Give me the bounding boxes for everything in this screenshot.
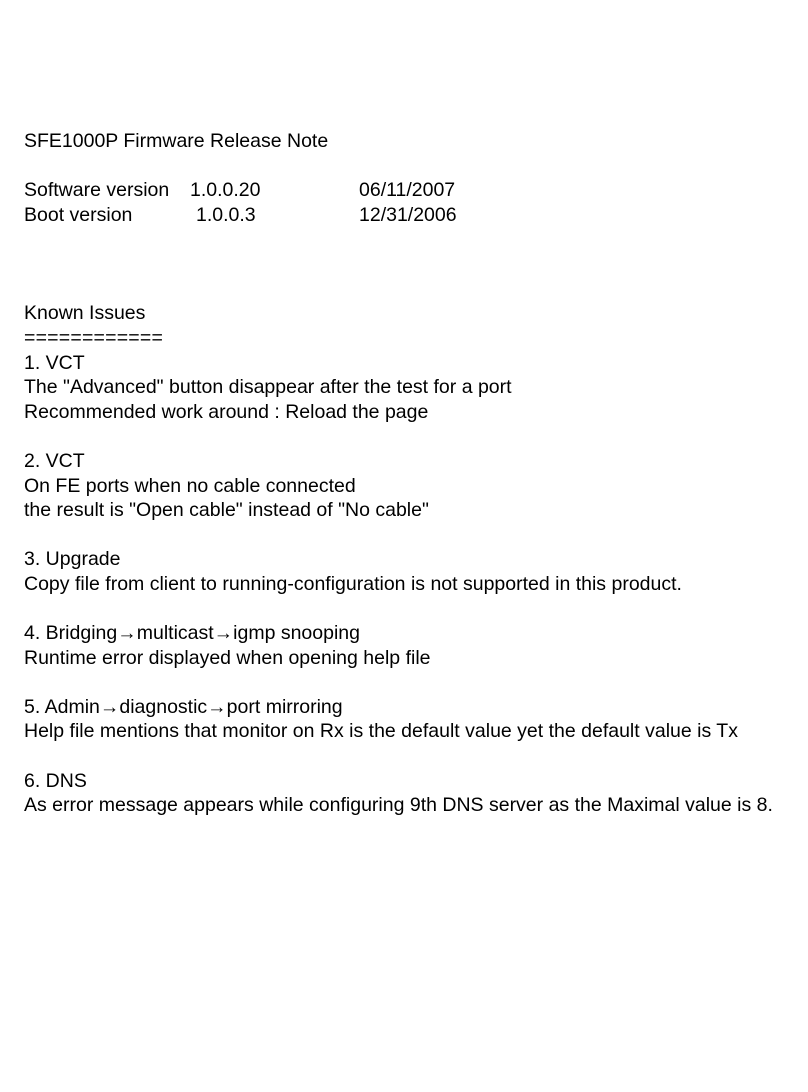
boot-version-date: 12/31/2006 (359, 203, 457, 226)
boot-version-label: Boot version (24, 203, 133, 226)
issue-title: 2. VCT (24, 449, 85, 472)
issue-title: 6. DNS (24, 769, 87, 792)
issue-1 (24, 351, 796, 425)
spacer (24, 744, 796, 769)
issue-line: Recommended work around : Reload the page (24, 400, 429, 423)
issue-line: Runtime error displayed when opening help file (24, 646, 431, 669)
spacer (24, 597, 796, 622)
issue-2 (24, 449, 796, 523)
document-title: SFE1000P Firmware Release Note (24, 130, 329, 152)
release-note-body (24, 129, 796, 818)
issue-title: 3. Upgrade (24, 548, 121, 571)
issue-line: The "Advanced" button disappear after the test for a port (24, 376, 512, 399)
spacer (24, 154, 796, 179)
spacer (24, 227, 796, 301)
issue-line: Copy file from client to running-configuration is not supported in this product. (24, 572, 682, 595)
spacer (24, 424, 796, 449)
spacer (24, 523, 796, 548)
known-issues-separator: ============ (24, 326, 164, 349)
issue-title: 4. Bridging→multicast→igmp snooping (24, 622, 360, 645)
issue-title: 5. Admin→diagnostic→port mirroring (24, 695, 343, 718)
software-version-row (24, 178, 796, 203)
issue-line: On FE ports when no cable connected (24, 474, 356, 497)
software-version-date: 06/11/2007 (359, 179, 456, 202)
issue-3 (24, 547, 796, 596)
known-issues-heading: Known Issues (24, 302, 146, 325)
issue-line: the result is "Open cable" instead of "No cable" (24, 499, 429, 522)
boot-version-value: 1.0.0.3 (196, 203, 256, 226)
issue-title: 1. VCT (24, 351, 85, 374)
issue-line: Help file mentions that monitor on Rx is the default value yet the default value is Tx (24, 720, 738, 743)
issue-line: As error message appears while configuring 9th DNS server as the Maximal value is 8. (24, 794, 773, 817)
software-version-value: 1.0.0.20 (190, 179, 261, 202)
spacer (24, 670, 796, 695)
boot-version-row (24, 203, 796, 228)
software-version-label: Software version (24, 179, 175, 202)
issue-6 (24, 769, 796, 818)
issue-5 (24, 695, 796, 744)
issue-4 (24, 621, 796, 670)
